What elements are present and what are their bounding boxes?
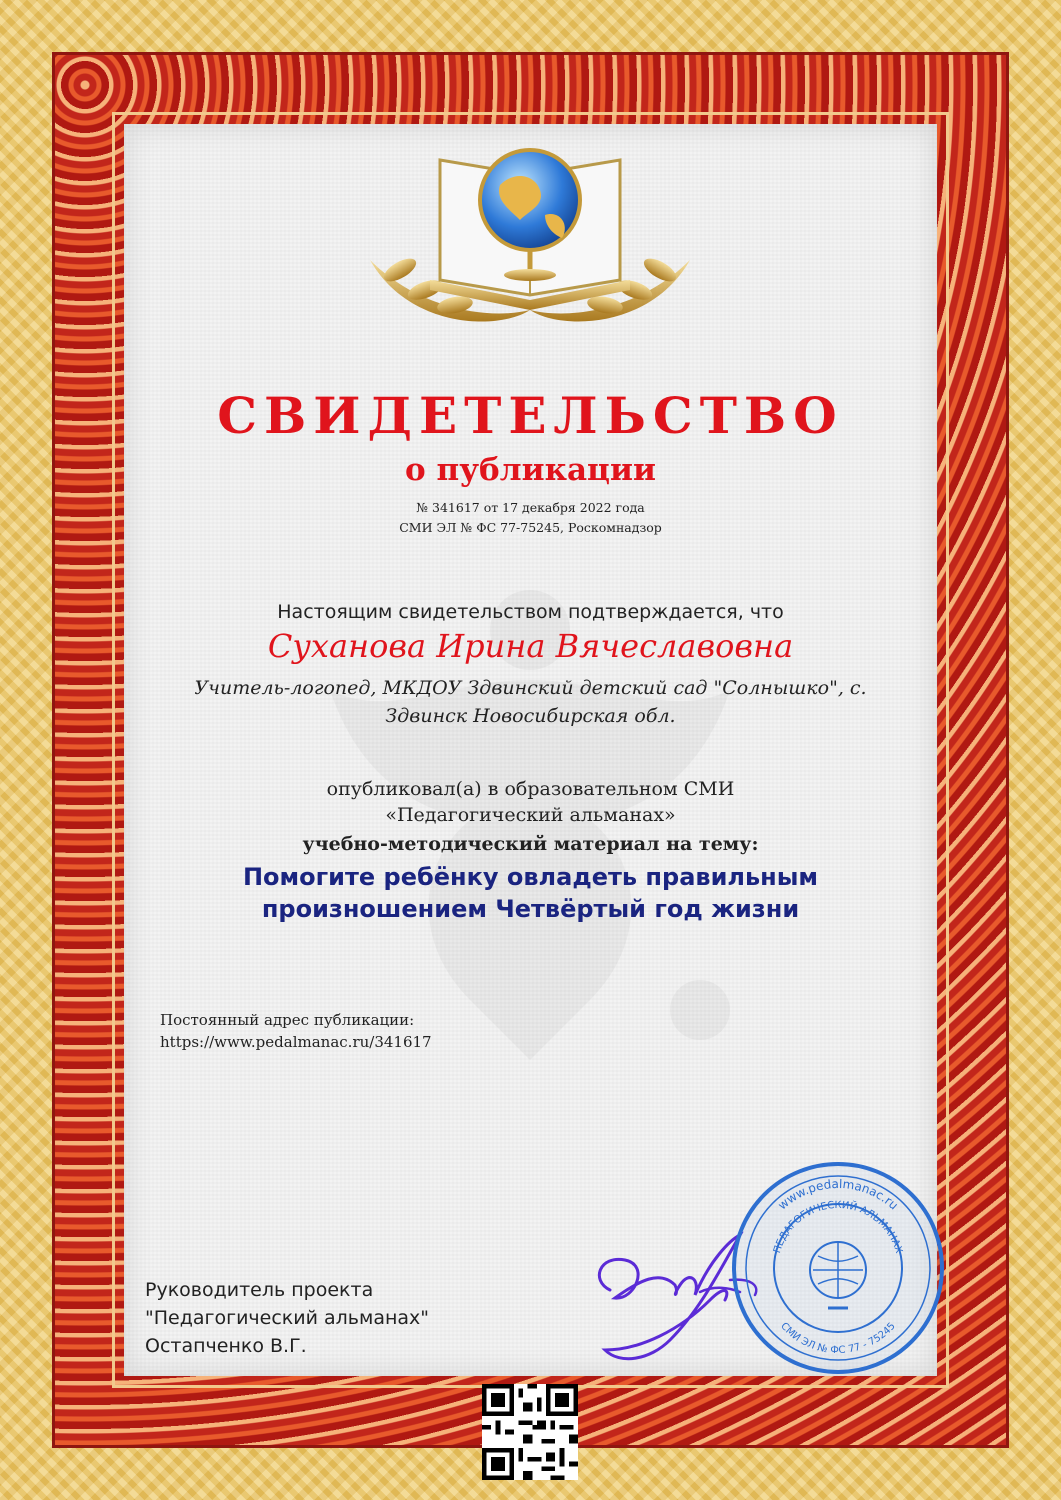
address-link[interactable]: https://www.pedalmanac.ru/341617 bbox=[160, 1033, 432, 1051]
certificate-title: СВИДЕТЕЛЬСТВО bbox=[217, 386, 844, 445]
leader-line-2: "Педагогический альманах" bbox=[145, 1307, 430, 1329]
publication-address bbox=[160, 1009, 432, 1053]
publication-topic bbox=[200, 861, 861, 925]
position-line-1: Учитель-логопед, МКДОУ Здвинский детский сад "Солнышко", с. bbox=[194, 677, 867, 699]
stamp-center-text: ПЕДАГОГИЧЕСКИЙ АЛЬМАНАХ bbox=[771, 1199, 905, 1255]
topic-line-1: Помогите ребёнку овладеть правильным bbox=[242, 863, 819, 891]
address-label: Постоянный адрес публикации: bbox=[160, 1011, 415, 1029]
certificate-number: № 341617 от 17 декабря 2022 года bbox=[416, 500, 645, 515]
media-registration: СМИ ЭЛ № ФС 77-75245, Роскомнадзор bbox=[399, 520, 662, 535]
project-leader bbox=[145, 1276, 429, 1360]
confirmation-intro: Настоящим свидетельством подтверждается, что bbox=[277, 601, 784, 623]
recipient-name: Суханова Ирина Вячеславовна bbox=[267, 627, 794, 665]
official-stamp-icon bbox=[728, 1158, 948, 1378]
media-name: «Педагогический альманах» bbox=[385, 804, 676, 826]
material-label: учебно-методический материал на тему: bbox=[302, 833, 759, 855]
topic-line-2: произношением Четвёртый год жизни bbox=[261, 895, 800, 923]
book-globe-laurel-emblem-icon bbox=[330, 130, 730, 345]
published-statement: опубликовал(а) в образовательном СМИ bbox=[326, 778, 735, 800]
leader-line-1: Руководитель проекта bbox=[145, 1279, 374, 1301]
certificate-subtitle: о публикации bbox=[405, 452, 656, 488]
stamp-bottom-text: СМИ ЭЛ № ФС 77 - 75245 bbox=[778, 1320, 898, 1357]
recipient-position bbox=[170, 674, 891, 730]
stamp-outer-text: www.pedalmanac.ru bbox=[775, 1176, 901, 1213]
position-line-2: Здвинск Новосибирская обл. bbox=[385, 705, 676, 727]
leader-line-3: Остапченко В.Г. bbox=[145, 1335, 307, 1357]
qr-code-icon[interactable] bbox=[482, 1384, 578, 1480]
